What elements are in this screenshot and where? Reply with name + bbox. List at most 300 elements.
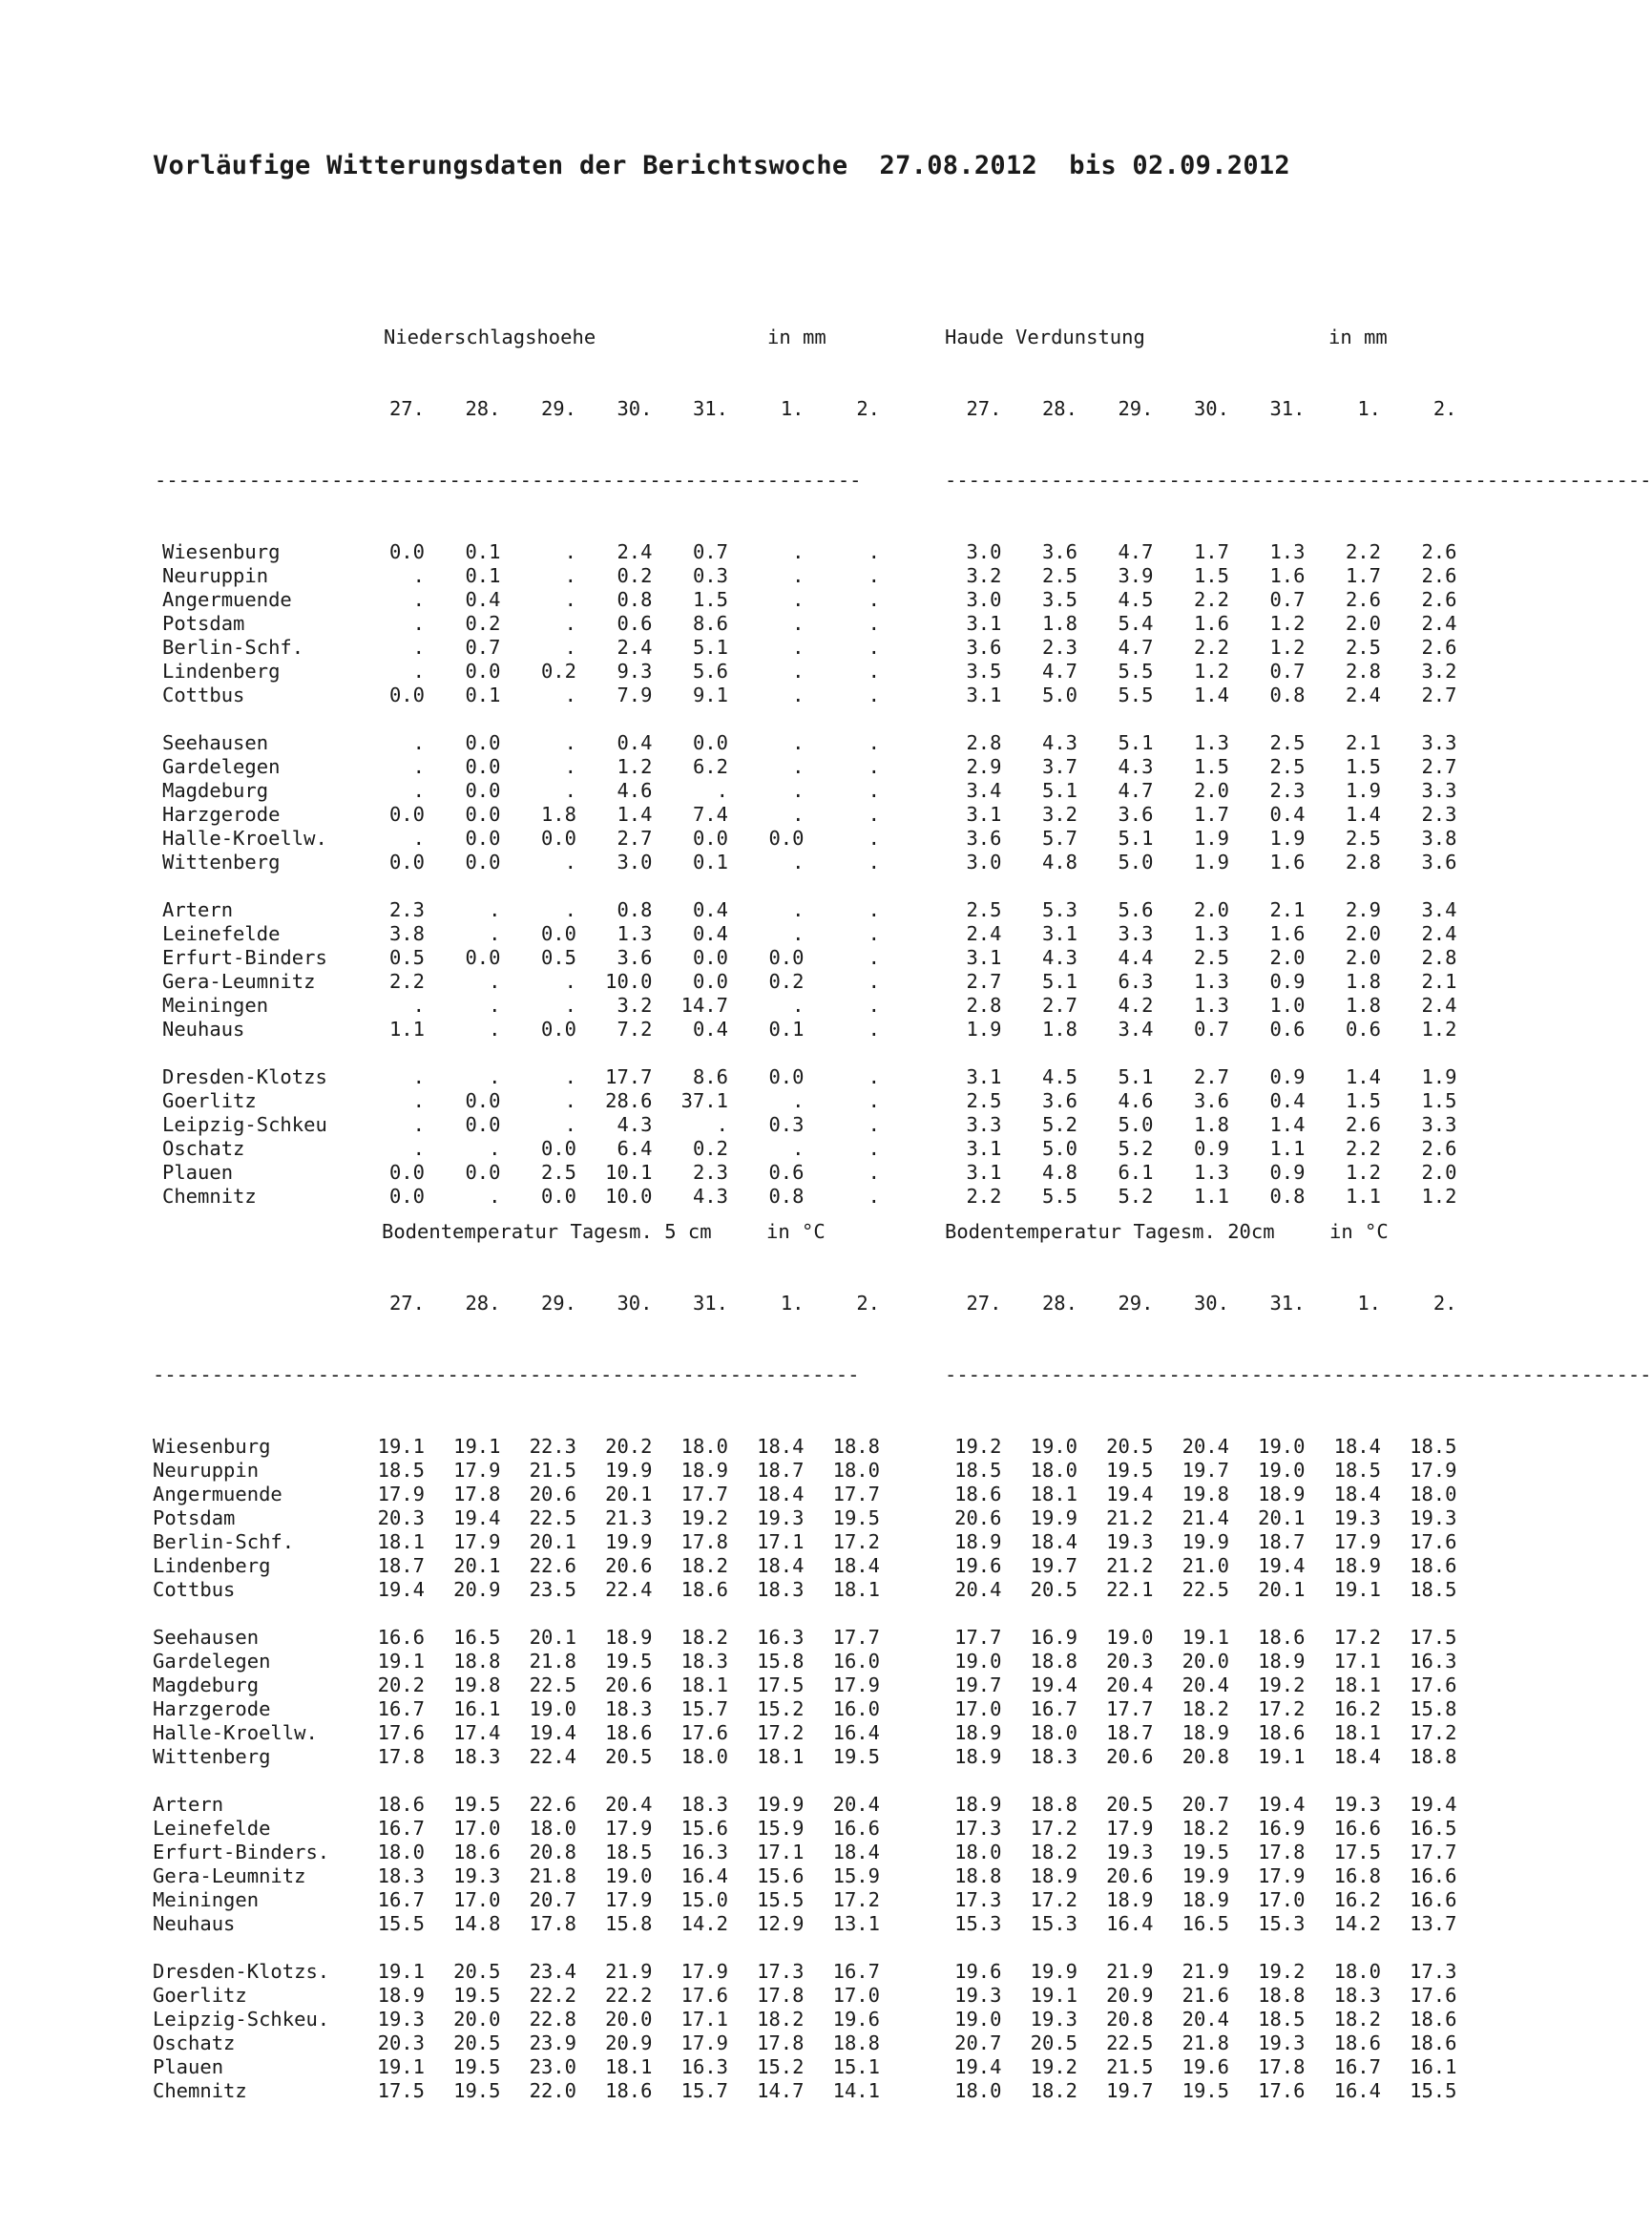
value-cell: 5.6 <box>692 660 728 683</box>
station-name: Plauen <box>153 2055 224 2078</box>
value-cell: 18.5 <box>1258 2008 1306 2031</box>
value-cell: 16.3 <box>680 2055 728 2078</box>
table-row <box>155 540 880 564</box>
value-cell: 16.8 <box>1333 1864 1381 1887</box>
value-cell: 15.3 <box>1030 1912 1077 1935</box>
value-cell: 20.7 <box>529 1888 576 1911</box>
value-cell: 16.6 <box>1410 1888 1457 1911</box>
value-cell: 19.0 <box>954 2008 1002 2031</box>
value-cell: 17.5 <box>757 1673 805 1696</box>
value-cell: 18.1 <box>1333 1673 1381 1696</box>
value-cell: 20.4 <box>605 1793 653 1816</box>
station-name: Plauen <box>162 1161 234 1184</box>
value-cell: 2.3 <box>1421 803 1457 826</box>
value-cell: 19.0 <box>605 1864 653 1887</box>
value-cell: 7.9 <box>617 684 653 706</box>
value-cell: 18.3 <box>1030 1745 1077 1768</box>
value-cell: 19.6 <box>954 1960 1002 1983</box>
value-cell: 18.9 <box>1258 1650 1306 1673</box>
value-cell: 2.0 <box>1269 946 1306 969</box>
table-row <box>926 2031 1460 2055</box>
value-cell: 2.7 <box>1193 1065 1229 1088</box>
value-cell: 19.9 <box>605 1530 653 1553</box>
value-cell: 20.5 <box>453 2031 501 2054</box>
value-cell: 19.9 <box>1181 1530 1229 1553</box>
value-cell: 19.3 <box>1106 1530 1154 1553</box>
value-cell: 20.1 <box>529 1530 576 1553</box>
value-cell: 22.4 <box>529 1745 576 1768</box>
value-cell: 20.4 <box>1181 2008 1229 2031</box>
value-cell: 21.9 <box>605 1960 653 1983</box>
value-cell: 5.6 <box>1118 898 1154 921</box>
value-cell: 0.0 <box>465 851 501 873</box>
value-cell: 0.6 <box>1345 1018 1381 1041</box>
value-cell: 2.8 <box>966 731 1002 754</box>
value-cell: 18.9 <box>954 1745 1002 1768</box>
value-cell: 18.3 <box>680 1650 728 1673</box>
station-name: Wittenberg <box>153 1745 271 1768</box>
day-label: 28. <box>1041 397 1077 420</box>
value-cell: 20.6 <box>605 1554 653 1577</box>
table-row <box>926 660 1460 684</box>
value-cell: . <box>868 731 880 754</box>
value-cell: 17.0 <box>832 1984 880 2007</box>
value-cell: 2.5 <box>1345 636 1381 659</box>
value-cell: 19.0 <box>529 1697 576 1720</box>
value-cell: 0.1 <box>768 1018 805 1041</box>
value-cell: 19.1 <box>1333 1578 1381 1601</box>
table-row <box>926 1018 1460 1042</box>
station-name: Neuhaus <box>162 1018 245 1041</box>
value-cell: 2.0 <box>1345 612 1381 635</box>
value-cell: . <box>792 1137 805 1160</box>
value-cell: 18.5 <box>1410 1435 1457 1458</box>
value-cell: 18.9 <box>1333 1554 1381 1577</box>
value-cell: . <box>489 970 501 993</box>
value-cell: 18.1 <box>1333 1721 1381 1744</box>
value-cell: . <box>792 851 805 873</box>
value-cell: 5.1 <box>1118 1065 1154 1088</box>
value-cell: 1.8 <box>1193 1113 1229 1136</box>
value-cell: 18.9 <box>954 1530 1002 1553</box>
value-cell: . <box>792 779 805 802</box>
value-cell: 17.7 <box>954 1626 1002 1649</box>
value-cell: 18.3 <box>377 1864 425 1887</box>
value-cell: 20.6 <box>954 1506 1002 1529</box>
value-cell: 19.1 <box>1181 1626 1229 1649</box>
value-cell: 12.9 <box>757 1912 805 1935</box>
page-title: Vorläufige Witterungsdaten der Berichtswoche 27.08.2012 bis 02.09.2012 <box>153 151 1290 180</box>
group-gap <box>155 874 880 898</box>
table-row <box>155 1018 880 1042</box>
value-cell: 1.6 <box>1269 564 1306 587</box>
value-cell: 18.0 <box>1333 1960 1381 1983</box>
value-cell: 18.0 <box>1410 1483 1457 1505</box>
day-label: 2. <box>856 1292 880 1315</box>
station-name: Berlin-Schf. <box>153 1530 295 1553</box>
value-cell: 0.0 <box>540 1137 576 1160</box>
day-label: 29. <box>540 397 576 420</box>
value-cell: 18.7 <box>1106 1721 1154 1744</box>
value-cell: 16.3 <box>1410 1650 1457 1673</box>
value-cell: 20.7 <box>1181 1793 1229 1816</box>
value-cell: 21.0 <box>1181 1554 1229 1577</box>
value-cell: 18.4 <box>832 1841 880 1863</box>
value-cell: 3.6 <box>966 636 1002 659</box>
value-cell: 18.4 <box>1333 1745 1381 1768</box>
value-cell: 20.0 <box>1181 1650 1229 1673</box>
group-gap <box>153 1602 880 1626</box>
value-cell: 16.4 <box>680 1864 728 1887</box>
value-cell: 19.2 <box>1030 2055 1077 2078</box>
value-cell: 20.1 <box>1258 1506 1306 1529</box>
table-row <box>926 1817 1460 1841</box>
value-cell: 16.7 <box>377 1817 425 1840</box>
value-cell: 23.9 <box>529 2031 576 2054</box>
value-cell: 17.8 <box>1258 1841 1306 1863</box>
table-row <box>155 684 880 707</box>
station-name: Chemnitz <box>153 2079 247 2102</box>
value-cell: . <box>412 1089 425 1112</box>
value-cell: 15.9 <box>757 1817 805 1840</box>
value-cell: 2.5 <box>1041 564 1077 587</box>
value-cell: 1.5 <box>1193 755 1229 778</box>
group-gap <box>945 1042 1460 1065</box>
value-cell: 0.2 <box>540 660 576 683</box>
value-cell: 19.4 <box>377 1578 425 1601</box>
value-cell: 17.3 <box>757 1960 805 1983</box>
value-cell: . <box>792 540 805 563</box>
value-cell: 16.7 <box>377 1697 425 1720</box>
value-cell: . <box>564 1113 576 1136</box>
value-cell: 21.6 <box>1181 1984 1229 2007</box>
station-name: Lindenberg <box>153 1554 271 1577</box>
table-row <box>153 2055 880 2079</box>
value-cell: 2.4 <box>1421 612 1457 635</box>
value-cell: 0.0 <box>388 1185 425 1208</box>
value-cell: 18.0 <box>1030 1459 1077 1482</box>
value-cell: 19.4 <box>954 2055 1002 2078</box>
value-cell: . <box>489 1185 501 1208</box>
value-cell: 15.5 <box>757 1888 805 1911</box>
value-cell: 1.9 <box>1421 1065 1457 1088</box>
value-cell: 17.9 <box>1106 1817 1154 1840</box>
table-row <box>926 1841 1460 1864</box>
table-row <box>926 779 1460 803</box>
value-cell: 4.3 <box>1118 755 1154 778</box>
value-cell: 1.1 <box>1269 1137 1306 1160</box>
value-cell: 22.1 <box>1106 1578 1154 1601</box>
value-cell: 22.4 <box>605 1578 653 1601</box>
value-cell: 5.1 <box>692 636 728 659</box>
value-cell: 3.0 <box>966 588 1002 611</box>
value-cell: 17.6 <box>377 1721 425 1744</box>
value-cell: 1.3 <box>1193 922 1229 945</box>
value-cell: 3.5 <box>1041 588 1077 611</box>
day-label: 28. <box>465 1292 501 1315</box>
table-row <box>926 1554 1460 1578</box>
value-cell: . <box>564 636 576 659</box>
table-row <box>155 946 880 970</box>
value-cell: 15.0 <box>680 1888 728 1911</box>
value-cell: 0.5 <box>388 946 425 969</box>
value-cell: 18.6 <box>605 1721 653 1744</box>
value-cell: 18.7 <box>1258 1530 1306 1553</box>
day-label: 30. <box>1193 1292 1229 1315</box>
value-cell: 0.0 <box>388 851 425 873</box>
station-name: Magdeburg <box>162 779 269 802</box>
value-cell: 18.9 <box>954 1721 1002 1744</box>
value-cell: 21.8 <box>529 1864 576 1887</box>
bottom-section <box>0 1172 1652 2102</box>
table-row <box>153 1578 880 1602</box>
value-cell: 0.0 <box>465 827 501 850</box>
day-label: 30. <box>617 1292 653 1315</box>
value-cell: . <box>564 684 576 706</box>
table-row <box>155 660 880 684</box>
value-cell: 16.0 <box>832 1697 880 1720</box>
value-cell: 15.2 <box>757 2055 805 2078</box>
soil20-unit: in °C <box>1329 1220 1389 1243</box>
value-cell: 19.4 <box>1258 1554 1306 1577</box>
value-cell: 18.1 <box>832 1578 880 1601</box>
table-row <box>153 1530 880 1554</box>
value-cell: 0.2 <box>768 970 805 993</box>
value-cell: 0.1 <box>465 540 501 563</box>
table-row <box>926 994 1460 1018</box>
value-cell: 16.4 <box>1333 2079 1381 2102</box>
value-cell: 4.4 <box>1118 946 1154 969</box>
table-row <box>153 1721 880 1745</box>
value-cell: . <box>868 1089 880 1112</box>
value-cell: . <box>412 1137 425 1160</box>
value-cell: 0.2 <box>465 612 501 635</box>
table-row <box>926 731 1460 755</box>
value-cell: . <box>792 660 805 683</box>
value-cell: 22.5 <box>1181 1578 1229 1601</box>
value-cell: 17.0 <box>453 1817 501 1840</box>
value-cell: 17.1 <box>1333 1650 1381 1673</box>
table-row <box>155 827 880 851</box>
value-cell: 2.5 <box>540 1161 576 1184</box>
value-cell: 2.7 <box>1421 684 1457 706</box>
value-cell: 16.7 <box>1333 2055 1381 2078</box>
value-cell: 23.5 <box>529 1578 576 1601</box>
station-name: Meiningen <box>153 1888 260 1911</box>
value-cell: 0.0 <box>692 731 728 754</box>
value-cell: 18.5 <box>377 1459 425 1482</box>
value-cell: 3.1 <box>966 1137 1002 1160</box>
station-name: Lindenberg <box>162 660 281 683</box>
value-cell: 1.3 <box>1193 970 1229 993</box>
table-row <box>153 1912 880 1936</box>
table-row <box>155 588 880 612</box>
value-cell: 0.7 <box>1269 660 1306 683</box>
table-row <box>926 827 1460 851</box>
station-name: Harzgerode <box>162 803 281 826</box>
station-name: Neuhaus <box>153 1912 236 1935</box>
value-cell: 1.4 <box>617 803 653 826</box>
value-cell: 19.6 <box>1181 2055 1229 2078</box>
day-label: 29. <box>540 1292 576 1315</box>
value-cell: 18.1 <box>605 2055 653 2078</box>
value-cell: 1.2 <box>617 755 653 778</box>
value-cell: 15.7 <box>680 2079 728 2102</box>
value-cell: 20.9 <box>453 1578 501 1601</box>
value-cell: 0.0 <box>465 731 501 754</box>
value-cell: 20.3 <box>1106 1650 1154 1673</box>
value-cell: 2.2 <box>1345 1137 1381 1160</box>
value-cell: 19.5 <box>605 1650 653 1673</box>
value-cell: 18.9 <box>1181 1721 1229 1744</box>
value-cell: 17.2 <box>1030 1817 1077 1840</box>
value-cell: 19.5 <box>832 1506 880 1529</box>
value-cell: 1.5 <box>1345 755 1381 778</box>
value-cell: 13.7 <box>1410 1912 1457 1935</box>
value-cell: 4.3 <box>1041 946 1077 969</box>
value-cell: 15.8 <box>1410 1697 1457 1720</box>
value-cell: . <box>412 827 425 850</box>
value-cell: 2.7 <box>966 970 1002 993</box>
value-cell: 20.4 <box>1106 1673 1154 1696</box>
value-cell: 19.4 <box>1030 1673 1077 1696</box>
table-row <box>155 564 880 588</box>
value-cell: 18.9 <box>377 1984 425 2007</box>
station-name: Neuruppin <box>153 1459 260 1482</box>
value-cell: 19.2 <box>954 1435 1002 1458</box>
value-cell: . <box>868 827 880 850</box>
value-cell: 0.0 <box>388 684 425 706</box>
value-cell: 18.4 <box>757 1483 805 1505</box>
value-cell: 1.2 <box>1193 660 1229 683</box>
evap-unit: in mm <box>1328 326 1388 348</box>
value-cell: 19.0 <box>1106 1626 1154 1649</box>
value-cell: 16.5 <box>1410 1817 1457 1840</box>
value-cell: 18.6 <box>1410 2008 1457 2031</box>
value-cell: 10.0 <box>605 970 653 993</box>
value-cell: 18.6 <box>954 1483 1002 1505</box>
value-cell: 18.6 <box>1258 1721 1306 1744</box>
value-cell: 0.8 <box>617 898 653 921</box>
value-cell: 17.8 <box>757 2031 805 2054</box>
value-cell: . <box>792 898 805 921</box>
value-cell: 1.8 <box>1345 970 1381 993</box>
table-row <box>926 1721 1460 1745</box>
value-cell: 1.6 <box>1193 612 1229 635</box>
value-cell: 2.4 <box>617 540 653 563</box>
value-cell: 4.7 <box>1118 636 1154 659</box>
value-cell: 1.1 <box>388 1018 425 1041</box>
value-cell: 16.3 <box>757 1626 805 1649</box>
value-cell: 1.9 <box>966 1018 1002 1041</box>
value-cell: 17.7 <box>1106 1697 1154 1720</box>
table-row <box>155 1089 880 1113</box>
value-cell: 18.8 <box>1410 1745 1457 1768</box>
table-row <box>926 1626 1460 1650</box>
station-name: Potsdam <box>153 1506 236 1529</box>
value-cell: . <box>868 1018 880 1041</box>
value-cell: 18.0 <box>954 2079 1002 2102</box>
table-row <box>926 946 1460 970</box>
value-cell: 19.1 <box>377 1435 425 1458</box>
value-cell: 19.1 <box>377 2055 425 2078</box>
table-row <box>153 1960 880 1984</box>
value-cell: 16.6 <box>377 1626 425 1649</box>
value-cell: 17.7 <box>832 1483 880 1505</box>
value-cell: 17.5 <box>1410 1626 1457 1649</box>
value-cell: 18.6 <box>680 1578 728 1601</box>
value-cell: 0.7 <box>692 540 728 563</box>
value-cell: 0.4 <box>692 898 728 921</box>
station-name: Cottbus <box>153 1578 236 1601</box>
value-cell: 19.4 <box>529 1721 576 1744</box>
value-cell: 0.0 <box>768 946 805 969</box>
value-cell: 0.9 <box>1193 1137 1229 1160</box>
value-cell: 15.7 <box>680 1697 728 1720</box>
value-cell: 3.1 <box>966 946 1002 969</box>
value-cell: 17.7 <box>680 1483 728 1505</box>
value-cell: 19.2 <box>1258 1960 1306 1983</box>
table-row <box>155 994 880 1018</box>
value-cell: 0.6 <box>1269 1018 1306 1041</box>
value-cell: 1.8 <box>1345 994 1381 1017</box>
value-cell: 20.6 <box>529 1483 576 1505</box>
value-cell: 18.0 <box>680 1435 728 1458</box>
value-cell: 0.4 <box>692 922 728 945</box>
value-cell: 18.2 <box>680 1626 728 1649</box>
station-name: Oschatz <box>162 1137 245 1160</box>
value-cell: 18.6 <box>605 2079 653 2102</box>
station-name: Leinefelde <box>153 1817 271 1840</box>
station-name: Angermuende <box>162 588 292 611</box>
value-cell: 0.0 <box>388 1161 425 1184</box>
value-cell: 3.6 <box>966 827 1002 850</box>
table-row <box>926 1483 1460 1506</box>
value-cell: . <box>412 612 425 635</box>
value-cell: 1.5 <box>1193 564 1229 587</box>
table-row <box>153 2079 880 2103</box>
value-cell: 19.0 <box>1258 1459 1306 1482</box>
value-cell: . <box>489 898 501 921</box>
value-cell: 18.3 <box>453 1745 501 1768</box>
value-cell: 5.7 <box>1041 827 1077 850</box>
value-cell: 3.4 <box>966 779 1002 802</box>
value-cell: . <box>412 1065 425 1088</box>
value-cell: 3.6 <box>1041 540 1077 563</box>
value-cell: 18.6 <box>1333 2031 1381 2054</box>
value-cell: 3.6 <box>1041 1089 1077 1112</box>
value-cell: . <box>716 779 728 802</box>
value-cell: . <box>564 1089 576 1112</box>
value-cell: 3.1 <box>966 1065 1002 1088</box>
value-cell: 2.5 <box>966 1089 1002 1112</box>
table-row <box>153 1841 880 1864</box>
station-name: Erfurt-Binders. <box>153 1841 330 1863</box>
value-cell: 17.4 <box>453 1721 501 1744</box>
value-cell: 5.1 <box>1041 970 1077 993</box>
value-cell: 1.1 <box>1193 1185 1229 1208</box>
value-cell: 16.9 <box>1030 1626 1077 1649</box>
value-cell: . <box>412 779 425 802</box>
value-cell: 18.6 <box>1258 1626 1306 1649</box>
value-cell: 18.1 <box>377 1530 425 1553</box>
table-row <box>926 540 1460 564</box>
value-cell: 19.3 <box>1333 1793 1381 1816</box>
value-cell: 0.0 <box>692 827 728 850</box>
day-label: 29. <box>1118 397 1154 420</box>
table-row <box>926 1578 1460 1602</box>
value-cell: 19.1 <box>377 1650 425 1673</box>
